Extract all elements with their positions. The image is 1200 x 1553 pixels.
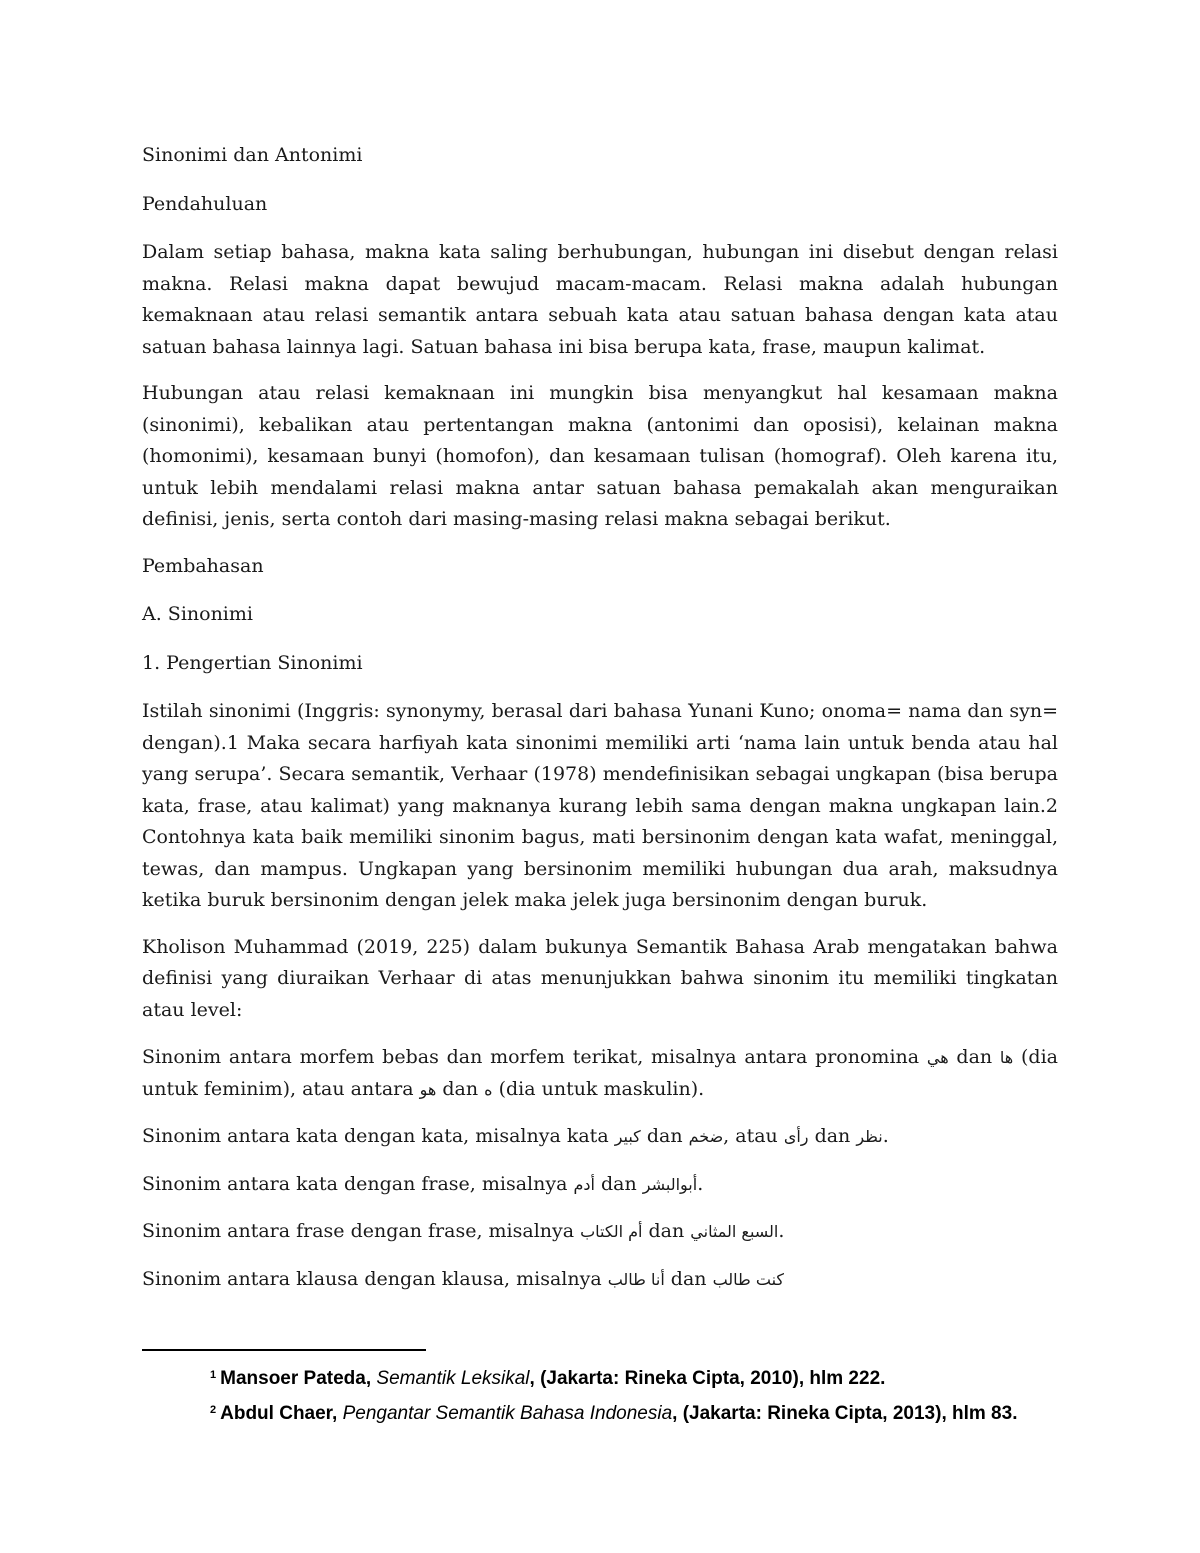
footnote-book-title: Pengantar Semantik Bahasa Indonesia	[342, 1402, 673, 1424]
document-title: Sinonimi dan Antonimi	[142, 144, 363, 166]
intro-paragraph-1: Dalam setiap bahasa, makna kata saling berhubungan, hubungan ini disebut dengan relasi makna. Relasi makna dapat bewujud macam-macam. Relasi makna adalah hubungan kemaknaan atau relasi semantik antara sebuah kata atau satuan bahasa dengan kata atau satuan bahasa lainnya lagi. Satuan bahasa ini bisa berupa kata, frase, maupun kalimat.	[142, 241, 1058, 358]
definition-paragraph-2: Kholison Muhammad (2019, 225) dalam bukunya Semantik Bahasa Arab mengatakan bahwa definisi yang diuraikan Verhaar di atas menunjukkan bahwa sinonim itu memiliki tingkatan atau level:	[142, 935, 1058, 1021]
intro-paragraph-2: Hubungan atau relasi kemaknaan ini mungkin bisa menyangkut hal kesamaan makna (sinonimi), kebalikan atau pertentangan makna (antonimi dan oposisi), kelainan makna (homonimi), kesamaan bunyi (homofon), dan kesamaan tulisan (homograf). Oleh karena itu, untuk lebih mendalami relasi makna antar satuan bahasa pemakalah akan menguraikan definisi, jenis, serta contoh dari masing-masing relasi makna sebagai berikut.	[142, 382, 1058, 530]
level-item-word-phrase: Sinonim antara kata dengan frase, misalnya أدم dan أبوالبشر.	[142, 1172, 704, 1195]
subsection-1-heading: 1. Pengertian Sinonimi	[142, 651, 363, 674]
level-item-clause: Sinonim antara klausa dengan klausa, misalnya أنا طالب dan كنت طالب	[142, 1267, 785, 1290]
discussion-heading: Pembahasan	[142, 554, 264, 577]
document-body	[142, 140, 1058, 1311]
footnote-separator	[142, 1349, 426, 1351]
intro-heading: Pendahuluan	[142, 192, 268, 215]
footnote-number: 2	[210, 1403, 217, 1416]
section-a-heading: A. Sinonimi	[142, 603, 253, 625]
level-item-word: Sinonim antara kata dengan kata, misalnya kata كبير dan ضخم, atau رأى dan نظر.	[142, 1125, 889, 1147]
footnote-1: $^1$ Mansoer Pateda, Semantik Leksikal, (Jakarta: Rineka Cipta, 2010), hlm 222.	[210, 1368, 886, 1389]
level-item-morpheme: Sinonim antara morfem bebas dan morfem terikat, misalnya antara pronomina هي dan ها (dia untuk feminim), atau antara هو dan ه (dia untuk maskulin).	[142, 1046, 1058, 1100]
footnote-2: $^2$ Abdul Chaer, Pengantar Semantik Bahasa Indonesia, (Jakarta: Rineka Cipta, 2013), hlm 83.	[210, 1402, 1018, 1424]
footnotes	[210, 1360, 1060, 1429]
definition-paragraph-1: Istilah sinonimi (Inggris: synonymy, berasal dari bahasa Yunani Kuno; onoma= nama dan syn= dengan).1 Maka secara harfiyah kata sinonimi memiliki arti ‘nama lain untuk benda atau hal yang serupa’. Secara semantik, Verhaar (1978) mendefinisikan sebagai ungkapan (bisa berupa kata, frase, atau kalimat) yang maknanya kurang lebih sama dengan makna ungkapan lain.2 Contohnya kata baik memiliki sinonim bagus, mati bersinonim dengan kata wafat, meninggal, tewas, dan mampus. Ungkapan yang bersinonim memiliki hubungan dua arah, maksudnya ketika buruk bersinonim dengan jelek maka jelek juga bersinonim dengan buruk.	[142, 700, 1058, 911]
level-item-phrase-phrase: Sinonim antara frase dengan frase, misalnya أم الكتاب dan السبع المثاني.	[142, 1220, 785, 1242]
footnote-book-title: Semantik Leksikal	[376, 1368, 530, 1389]
footnote-number: 1	[210, 1369, 217, 1381]
